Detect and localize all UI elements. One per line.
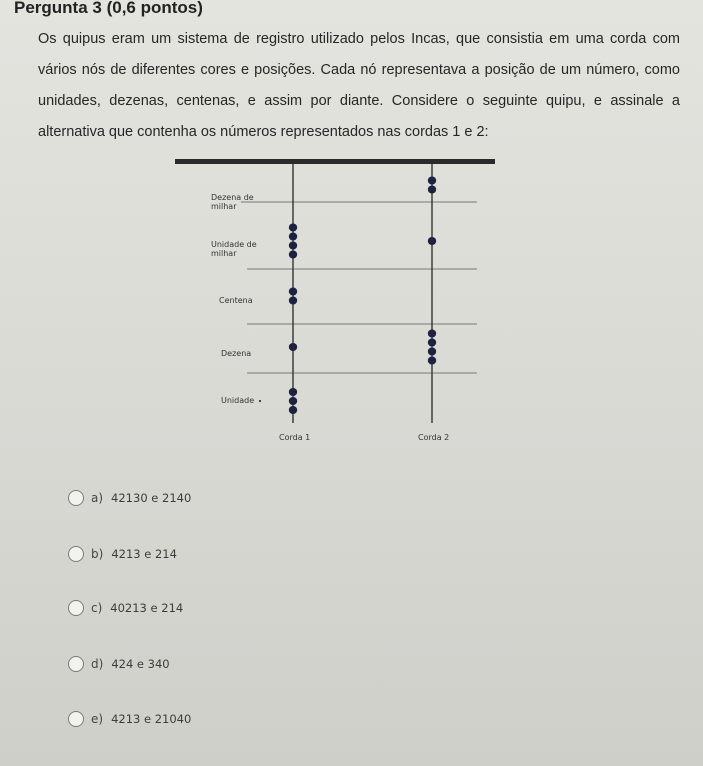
option-text: 40213 e 214 xyxy=(110,601,184,615)
option-letter: a) xyxy=(91,491,104,505)
row-label-unidade-de-milhar: Unidade de milhar xyxy=(211,240,257,258)
option-letter: d) xyxy=(91,657,104,671)
knot xyxy=(428,237,436,245)
quipu-main-cord xyxy=(175,159,495,164)
knot xyxy=(289,388,297,396)
knot xyxy=(289,297,297,305)
radio-circle-icon[interactable] xyxy=(68,600,84,616)
cord-1-label: Corda 1 xyxy=(279,433,311,442)
row-label-dezena: Dezena xyxy=(221,349,252,358)
radio-circle-icon[interactable] xyxy=(68,711,84,727)
option-text: 42130 e 2140 xyxy=(111,491,192,505)
decorative-dot xyxy=(259,400,261,402)
quipu-figure xyxy=(175,155,505,455)
question-text: Os quipus eram um sistema de registro utilizado pelos Incas, que consistia em uma corda com vários nós de diferentes cores e posições. Cada nó representava a posição de um número, como unidades, dezenas, centenas, e assim por diante. Considere o seguinte quipu, e assinale a alternativa que contenha os números representados nas cordas 1 e 2: xyxy=(38,31,680,140)
knot xyxy=(289,288,297,296)
radio-circle-icon[interactable] xyxy=(68,490,84,506)
quipu-diagram xyxy=(175,155,505,455)
option-letter: b) xyxy=(91,547,104,561)
knot xyxy=(289,251,297,259)
knot xyxy=(289,406,297,414)
knot xyxy=(289,397,297,405)
option-a[interactable] xyxy=(68,488,388,508)
option-b[interactable] xyxy=(68,544,388,564)
row-label-unidade: Unidade xyxy=(221,396,255,405)
option-text: 4213 e 21040 xyxy=(111,712,192,726)
option-text: 4213 e 214 xyxy=(111,547,177,561)
knot xyxy=(428,348,436,356)
knots-group xyxy=(289,177,436,415)
row-label-centena: Centena xyxy=(219,296,253,305)
knot xyxy=(289,242,297,250)
row-label-dezena-de-milhar: Dezena de milhar xyxy=(211,193,254,211)
knot xyxy=(428,339,436,347)
option-letter: c) xyxy=(91,601,103,615)
knot xyxy=(289,233,297,241)
knot xyxy=(428,177,436,185)
option-text: 424 e 340 xyxy=(111,657,170,671)
option-e[interactable] xyxy=(68,709,388,729)
knot xyxy=(428,186,436,194)
option-letter: e) xyxy=(91,712,104,726)
radio-circle-icon[interactable] xyxy=(68,656,84,672)
knot xyxy=(289,224,297,232)
knot xyxy=(289,343,297,351)
knot xyxy=(428,330,436,338)
cord-2-label: Corda 2 xyxy=(418,433,450,442)
option-c[interactable] xyxy=(68,598,388,618)
radio-circle-icon[interactable] xyxy=(68,546,84,562)
knot xyxy=(428,357,436,365)
option-d[interactable] xyxy=(68,654,388,674)
question-title: Pergunta 3 (0,6 pontos) xyxy=(14,0,203,17)
